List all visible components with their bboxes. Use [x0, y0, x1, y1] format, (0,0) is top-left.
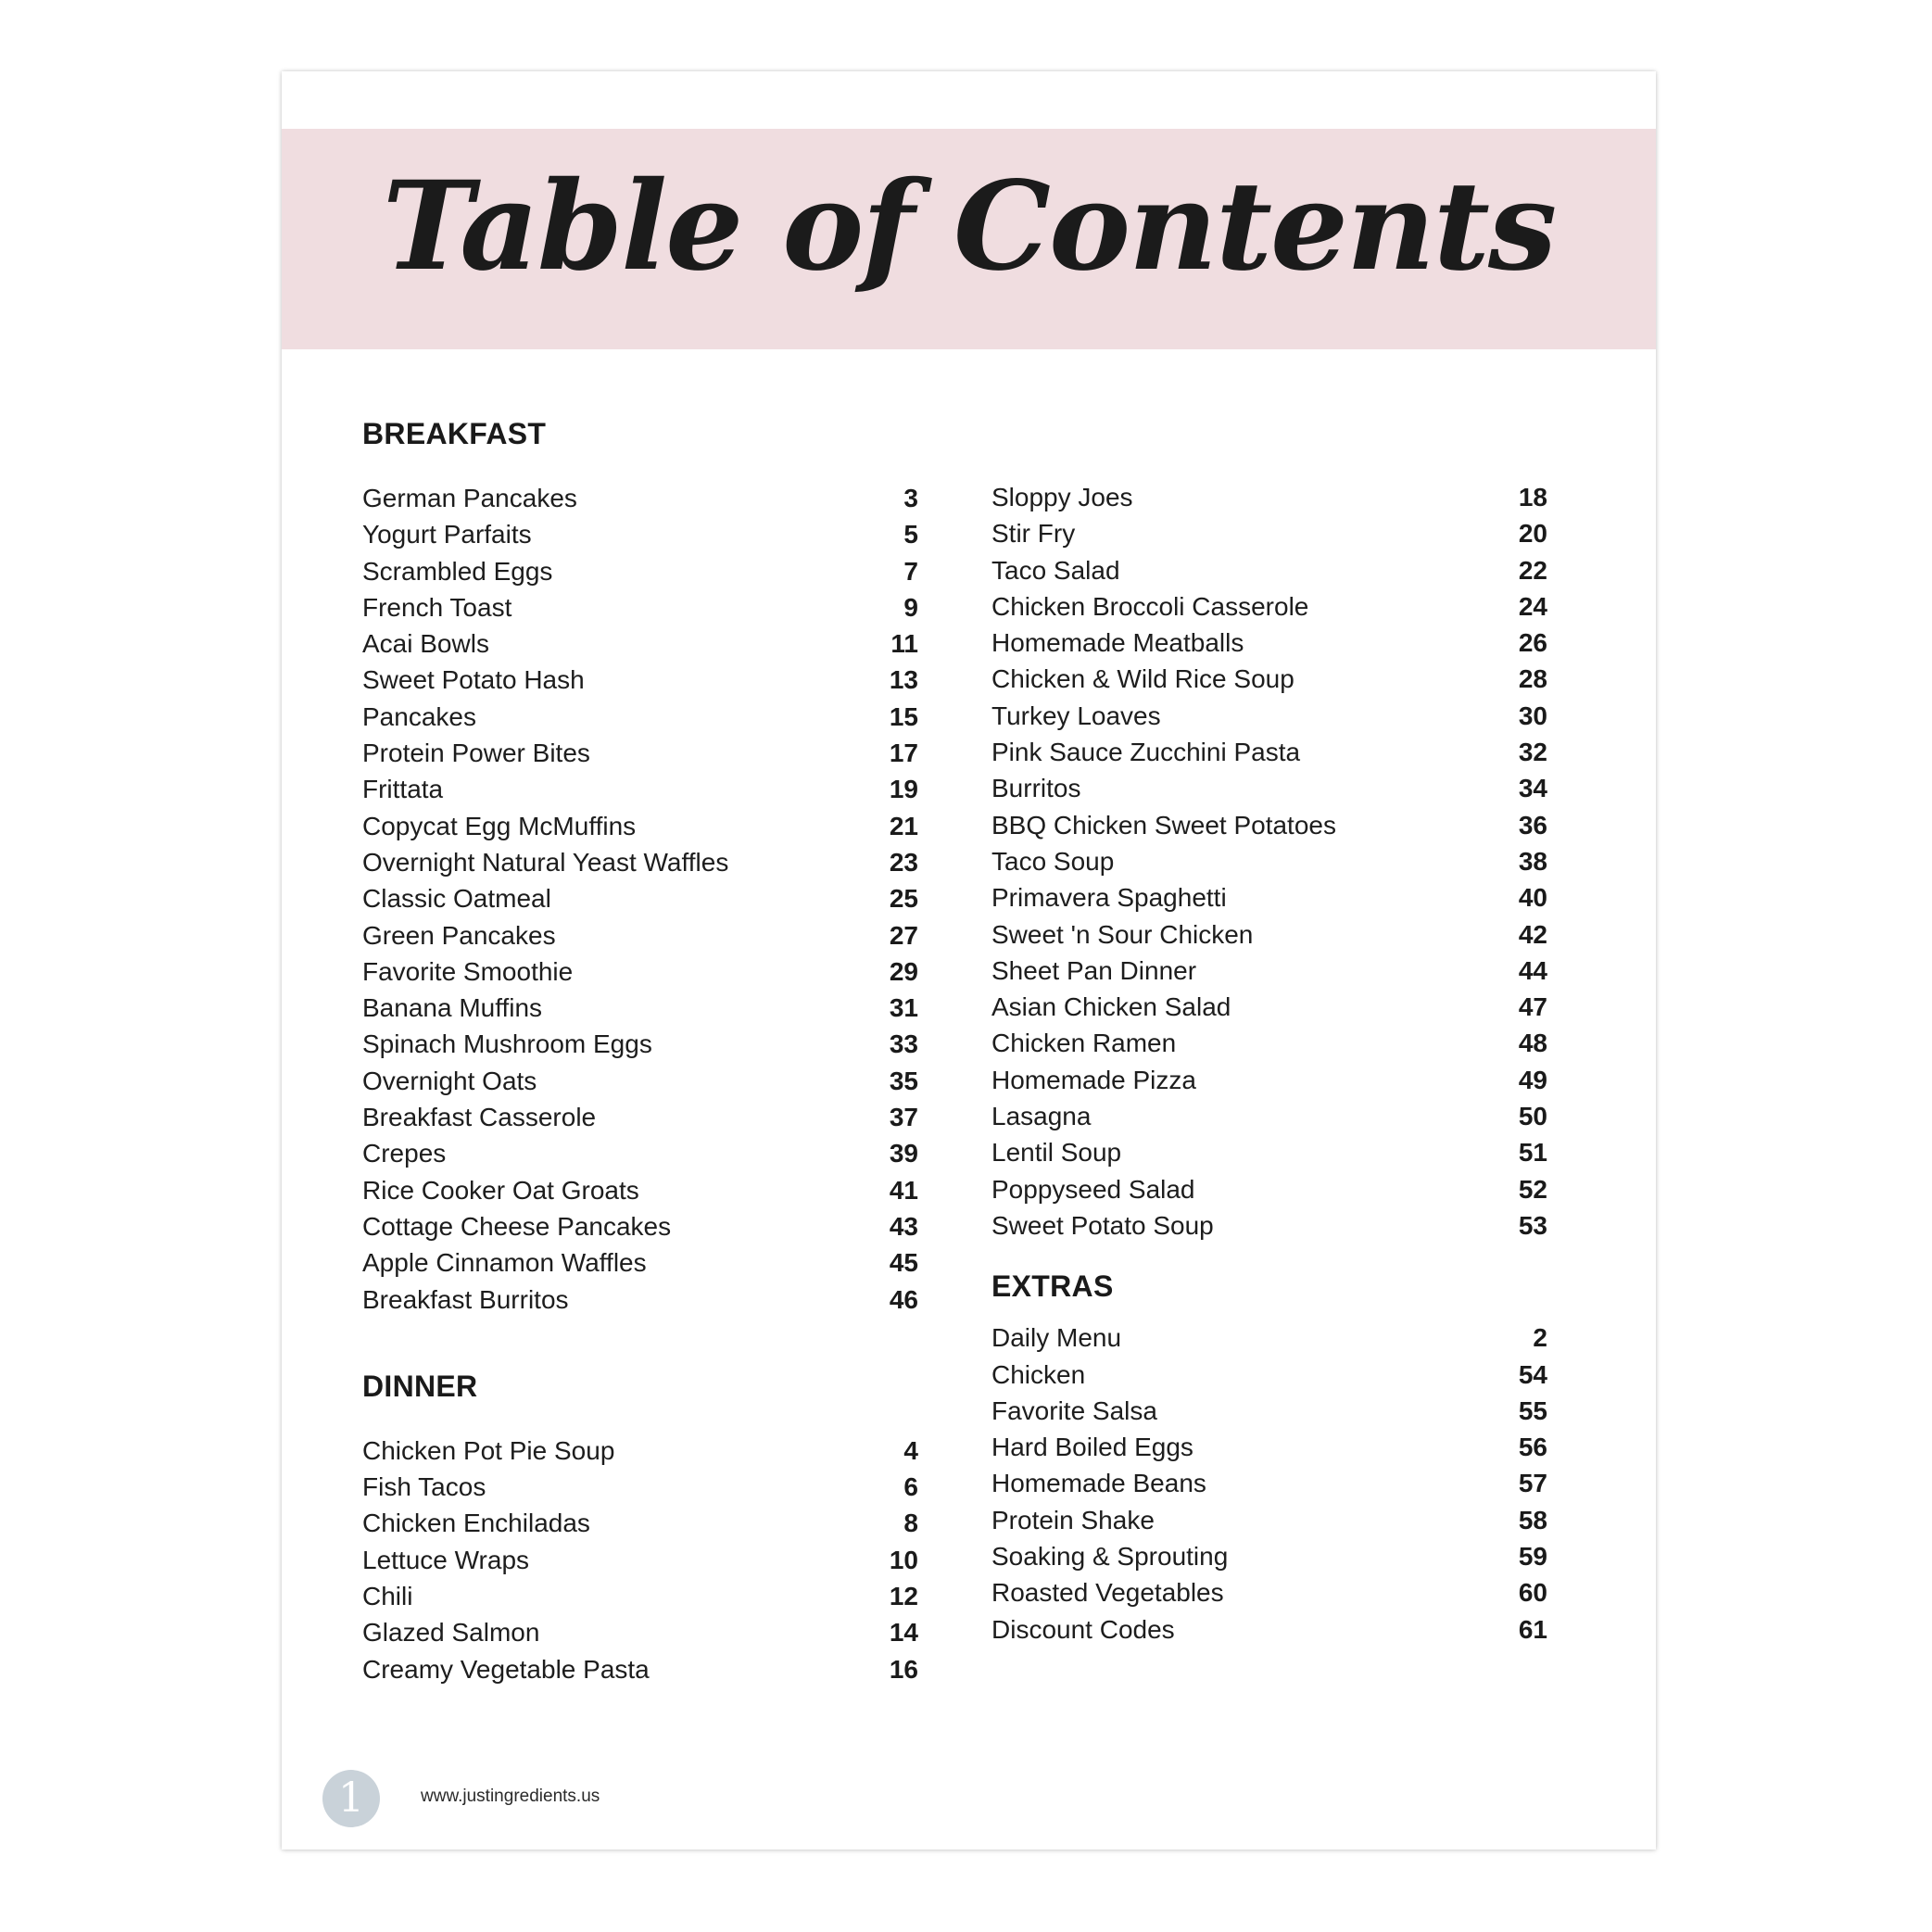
toc-entry-page: 8	[903, 1509, 918, 1538]
toc-entry	[362, 589, 918, 625]
toc-entry	[362, 1542, 918, 1578]
toc-entry-title: Favorite Salsa	[991, 1395, 1157, 1425]
toc-entry-page: 33	[889, 1029, 918, 1059]
toc-entry-page: 15	[889, 701, 918, 731]
toc-entry	[362, 1578, 918, 1614]
toc-entry-page: 13	[889, 665, 918, 695]
toc-entry-page: 51	[1518, 1138, 1547, 1168]
toc-column-right	[991, 479, 1547, 1648]
toc-entry	[991, 588, 1547, 625]
toc-entry	[362, 1651, 918, 1687]
toc-entry	[991, 1574, 1547, 1610]
toc-entry-title: Acai Bowls	[362, 629, 489, 659]
toc-entry	[991, 625, 1547, 661]
toc-entry	[362, 990, 918, 1026]
toc-entry-title: Lentil Soup	[991, 1138, 1122, 1168]
toc-entry-title: Pancakes	[362, 701, 476, 731]
toc-entry-title: Overnight Natural Yeast Waffles	[362, 847, 729, 877]
toc-entry	[362, 808, 918, 844]
toc-entry-page: 4	[903, 1435, 918, 1465]
toc-entry-title: Spinach Mushroom Eggs	[362, 1029, 652, 1059]
toc-entry	[362, 1135, 918, 1171]
toc-entry-title: Apple Cinnamon Waffles	[362, 1248, 647, 1278]
footer-url: www.justingredients.us	[421, 1787, 600, 1806]
toc-entry-page: 58	[1518, 1505, 1547, 1534]
toc-entry-page: 9	[903, 592, 918, 622]
section-heading-extras: EXTRAS	[991, 1269, 1114, 1304]
toc-entry	[362, 1063, 918, 1099]
toc-entry-title: Sloppy Joes	[991, 483, 1133, 511]
toc-entry-title: Taco Salad	[991, 555, 1120, 585]
toc-entry	[362, 953, 918, 990]
toc-entry	[362, 662, 918, 698]
toc-entry-page: 31	[889, 993, 918, 1023]
toc-entry-title: Chicken Ramen	[991, 1029, 1177, 1058]
toc-entry-page: 10	[889, 1545, 918, 1574]
toc-entry	[991, 661, 1547, 697]
toc-entry-title: Pink Sauce Zucchini Pasta	[991, 738, 1301, 767]
toc-entry-page: 11	[890, 629, 918, 659]
toc-entry	[362, 735, 918, 771]
toc-entry-page: 28	[1518, 664, 1547, 694]
toc-entry-title: Burritos	[991, 774, 1081, 803]
toc-entry-page: 27	[889, 920, 918, 950]
section-gap	[362, 1318, 918, 1360]
toc-entry	[991, 515, 1547, 551]
toc-entry-page: 53	[1518, 1210, 1547, 1240]
toc-entry-page: 54	[1518, 1359, 1547, 1389]
toc-entry	[991, 1171, 1547, 1207]
toc-entry	[991, 1393, 1547, 1429]
toc-entry-page: 50	[1518, 1102, 1547, 1131]
toc-entry-title: Poppyseed Salad	[991, 1174, 1195, 1204]
toc-entry	[362, 625, 918, 662]
toc-entry	[991, 1357, 1547, 1393]
toc-entry-title: Taco Soup	[991, 846, 1115, 876]
toc-entry-page: 29	[889, 956, 918, 986]
toc-entry-title: Frittata	[362, 775, 444, 804]
toc-entry-title: Discount Codes	[991, 1614, 1175, 1644]
page-number-badge: 1	[322, 1770, 380, 1827]
toc-entry-title: Lettuce Wraps	[362, 1545, 530, 1574]
toc-entry-title: Homemade Pizza	[991, 1065, 1196, 1094]
toc-entry-page: 16	[889, 1654, 918, 1684]
toc-entry-title: Chicken & Wild Rice Soup	[991, 664, 1294, 694]
toc-entry-title: Green Pancakes	[362, 920, 556, 950]
toc-entry-title: Primavera Spaghetti	[991, 883, 1227, 913]
section-heading-breakfast: BREAKFAST	[362, 417, 547, 450]
toc-entry	[362, 1208, 918, 1244]
toc-entry	[362, 1172, 918, 1208]
toc-entry	[362, 880, 918, 916]
toc-entry-page: 49	[1518, 1065, 1547, 1094]
toc-entry-page: 40	[1518, 883, 1547, 913]
toc-entry-page: 6	[903, 1472, 918, 1502]
toc-list-dinner-continued	[991, 479, 1547, 1244]
toc-entry-title: Stir Fry	[991, 519, 1076, 549]
toc-entry-title: Banana Muffins	[362, 993, 543, 1023]
toc-entry	[991, 479, 1547, 515]
toc-entry-page: 47	[1518, 992, 1547, 1022]
toc-entry-page: 61	[1518, 1614, 1547, 1644]
toc-entry-title: Fish Tacos	[362, 1472, 486, 1502]
toc-entry-title: Favorite Smoothie	[362, 956, 574, 986]
toc-entry-page: 2	[1533, 1323, 1547, 1353]
toc-entry	[362, 1282, 918, 1318]
toc-entry-page: 34	[1518, 774, 1547, 803]
toc-entry-page: 42	[1518, 919, 1547, 949]
toc-entry-title: Homemade Beans	[991, 1469, 1206, 1498]
toc-entry-title: Lasagna	[991, 1102, 1092, 1131]
toc-entry	[991, 1538, 1547, 1574]
toc-entry	[991, 843, 1547, 879]
toc-entry-title: Protein Power Bites	[362, 739, 590, 768]
toc-column-left	[362, 408, 918, 1687]
toc-entry-title: Turkey Loaves	[991, 701, 1161, 730]
section-heading-dinner: DINNER	[362, 1369, 478, 1403]
toc-entry-page: 24	[1518, 591, 1547, 621]
toc-entry-title: Chicken	[991, 1359, 1086, 1389]
toc-entry-page: 56	[1518, 1433, 1547, 1462]
toc-entry	[362, 480, 918, 516]
toc-entry	[362, 1099, 918, 1135]
toc-entry	[991, 1502, 1547, 1538]
title-banner	[282, 129, 1656, 349]
toc-entry-title: Crepes	[362, 1139, 447, 1168]
toc-entry	[362, 1469, 918, 1505]
toc-entry-page: 25	[889, 884, 918, 914]
toc-entry	[362, 917, 918, 953]
toc-entry-title: Sweet Potato Soup	[991, 1210, 1214, 1240]
toc-entry-title: Sweet 'n Sour Chicken	[991, 919, 1254, 949]
toc-entry-page: 52	[1518, 1174, 1547, 1204]
toc-entry-title: BBQ Chicken Sweet Potatoes	[991, 810, 1336, 840]
toc-entry	[362, 1433, 918, 1469]
toc-entry	[362, 771, 918, 807]
toc-entry-page: 36	[1518, 810, 1547, 840]
document-page	[282, 71, 1656, 1850]
toc-entry-title: Chicken Enchiladas	[362, 1509, 590, 1538]
toc-entry	[991, 770, 1547, 806]
toc-entry-title: Daily Menu	[991, 1323, 1122, 1353]
toc-entry	[362, 1244, 918, 1281]
toc-entry-title: Copycat Egg McMuffins	[362, 811, 637, 840]
toc-entry	[991, 1025, 1547, 1061]
toc-entry-title: Hard Boiled Eggs	[991, 1433, 1193, 1462]
toc-entry-page: 44	[1518, 955, 1547, 985]
toc-entry-page: 7	[903, 556, 918, 586]
toc-entry-title: Asian Chicken Salad	[991, 992, 1231, 1022]
toc-entry-page: 26	[1518, 628, 1547, 658]
toc-entry	[991, 1207, 1547, 1244]
toc-entry-title: Scrambled Eggs	[362, 556, 553, 586]
toc-entry-title: Chicken Pot Pie Soup	[362, 1435, 615, 1465]
toc-entry-page: 20	[1518, 519, 1547, 549]
toc-entry-title: Breakfast Casserole	[362, 1103, 597, 1132]
toc-list-dinner	[362, 1433, 918, 1687]
toc-entry-page: 41	[889, 1175, 918, 1205]
toc-entry-title: French Toast	[362, 592, 512, 622]
toc-entry	[991, 989, 1547, 1025]
toc-entry-title: German Pancakes	[362, 484, 577, 512]
toc-entry	[991, 1611, 1547, 1648]
toc-entry-title: Chicken Broccoli Casserole	[991, 591, 1309, 621]
toc-entry-page: 22	[1518, 555, 1547, 585]
toc-entry	[991, 1320, 1547, 1356]
toc-entry-page: 55	[1518, 1395, 1547, 1425]
toc-entry	[991, 807, 1547, 843]
toc-entry-page: 5	[903, 520, 918, 549]
toc-entry-page: 30	[1518, 701, 1547, 730]
toc-entry-page: 18	[1518, 483, 1547, 511]
toc-entry-title: Chili	[362, 1582, 413, 1611]
toc-entry-page: 57	[1518, 1469, 1547, 1498]
toc-entry	[362, 699, 918, 735]
toc-entry	[991, 953, 1547, 989]
toc-entry	[991, 698, 1547, 734]
toc-entry-title: Protein Shake	[991, 1505, 1155, 1534]
toc-entry	[362, 1505, 918, 1541]
toc-entry-page: 3	[903, 484, 918, 512]
toc-entry	[991, 1465, 1547, 1501]
toc-entry-title: Soaking & Sprouting	[991, 1542, 1229, 1572]
toc-entry-page: 43	[889, 1211, 918, 1241]
toc-entry-page: 37	[889, 1103, 918, 1132]
toc-entry	[362, 844, 918, 880]
toc-entry	[991, 1429, 1547, 1465]
toc-entry-page: 38	[1518, 846, 1547, 876]
toc-entry-title: Rice Cooker Oat Groats	[362, 1175, 639, 1205]
toc-entry-page: 14	[889, 1618, 918, 1648]
toc-entry	[991, 1062, 1547, 1098]
toc-entry-page: 21	[889, 811, 918, 840]
toc-entry	[991, 552, 1547, 588]
toc-entry-title: Sweet Potato Hash	[362, 665, 585, 695]
toc-entry	[991, 879, 1547, 915]
toc-entry-page: 23	[889, 847, 918, 877]
toc-entry-page: 45	[889, 1248, 918, 1278]
toc-entry-page: 48	[1518, 1029, 1547, 1058]
toc-entry-title: Glazed Salmon	[362, 1618, 540, 1648]
toc-entry-title: Roasted Vegetables	[991, 1578, 1224, 1608]
toc-entry-title: Overnight Oats	[362, 1066, 537, 1095]
toc-entry	[991, 734, 1547, 770]
toc-entry	[991, 1098, 1547, 1134]
toc-entry-page: 46	[889, 1284, 918, 1314]
toc-entry-page: 19	[889, 775, 918, 804]
toc-list-extras	[991, 1320, 1547, 1648]
toc-entry	[991, 916, 1547, 953]
toc-entry-title: Yogurt Parfaits	[362, 520, 532, 549]
toc-entry-page: 32	[1518, 738, 1547, 767]
toc-entry-title: Breakfast Burritos	[362, 1284, 569, 1314]
toc-entry	[362, 516, 918, 552]
toc-entry-title: Creamy Vegetable Pasta	[362, 1654, 650, 1684]
toc-entry-page: 39	[889, 1139, 918, 1168]
toc-entry-title: Classic Oatmeal	[362, 884, 551, 914]
toc-entry-page: 60	[1518, 1578, 1547, 1608]
toc-entry-page: 12	[889, 1582, 918, 1611]
toc-entry	[362, 1026, 918, 1062]
page-title: Table of Contents	[382, 155, 1556, 298]
toc-entry	[362, 1614, 918, 1650]
toc-entry-title: Cottage Cheese Pancakes	[362, 1211, 672, 1241]
toc-entry-page: 17	[889, 739, 918, 768]
toc-entry-title: Sheet Pan Dinner	[991, 955, 1197, 985]
toc-entry-page: 59	[1518, 1542, 1547, 1572]
toc-entry-page: 35	[889, 1066, 918, 1095]
toc-entry	[362, 553, 918, 589]
toc-list-breakfast	[362, 480, 918, 1318]
toc-entry	[991, 1134, 1547, 1170]
toc-entry-title: Homemade Meatballs	[991, 628, 1244, 658]
